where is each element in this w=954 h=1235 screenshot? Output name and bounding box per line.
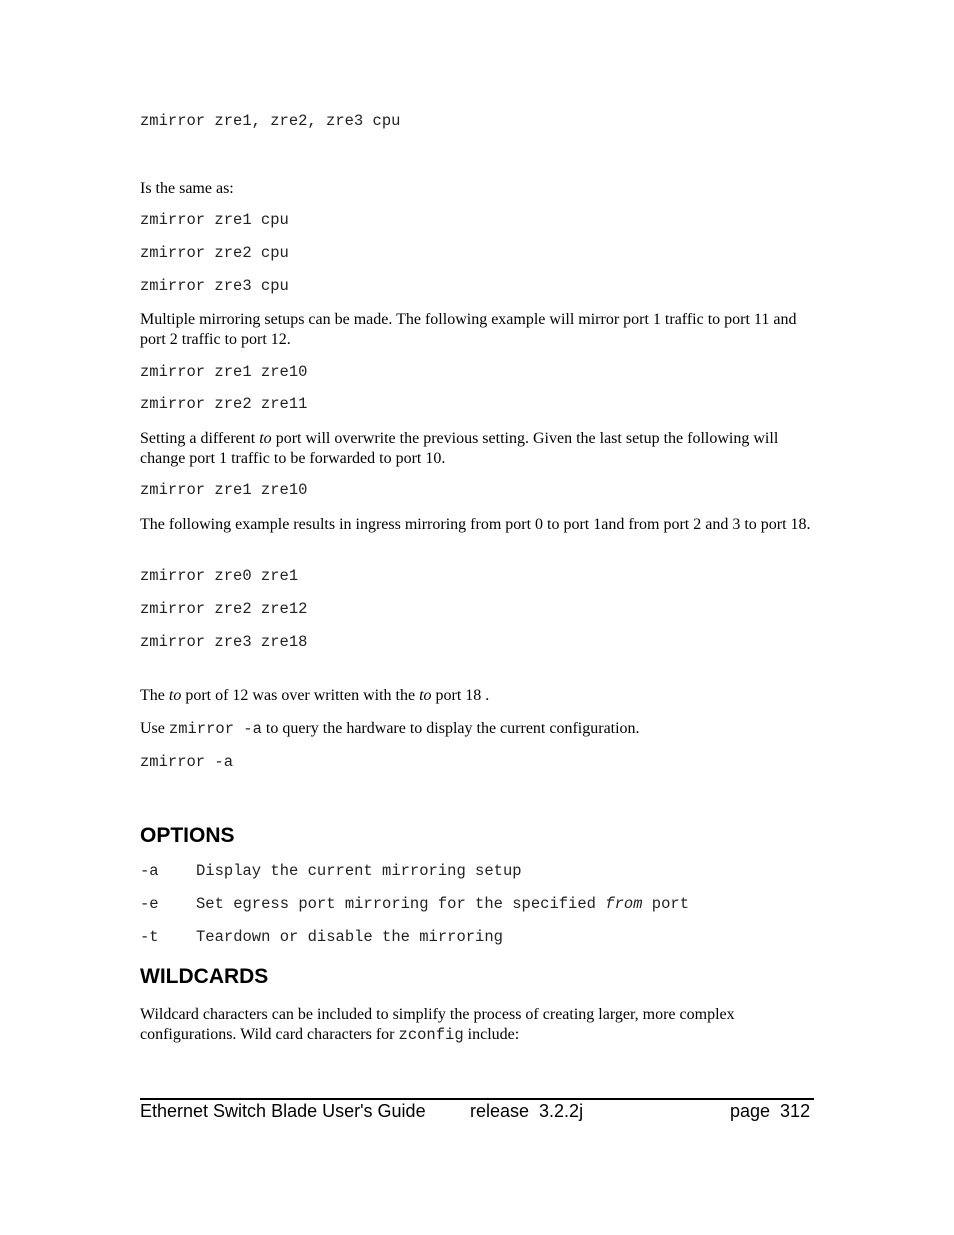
footer-title: Ethernet Switch Blade User's Guide [140, 1101, 426, 1121]
paragraph-query [140, 719, 820, 739]
paragraph-multiple-setups: Multiple mirroring setups can be made. The following example will mirror port 1 traffic to port 11 and port 2 traffic to port 12. [140, 311, 797, 348]
section-heading-options: OPTIONS [140, 824, 235, 847]
paragraph-overwritten [140, 686, 820, 706]
text-run: port of 12 was over written with the [181, 687, 420, 704]
code-line: zmirror zre2 cpu [140, 244, 289, 262]
code-line: zmirror zre1, zre2, zre3 cpu [140, 112, 401, 130]
text-run: include: [463, 1026, 520, 1043]
text-run: port [642, 895, 690, 913]
code-line: zmirror zre3 zre18 [140, 633, 308, 651]
option-description: Teardown or disable the mirroring [196, 928, 503, 946]
text-run: port 18 . [431, 687, 490, 704]
option-description: Display the current mirroring setup [196, 862, 522, 880]
code-line: zmirror zre2 zre11 [140, 395, 308, 413]
option-flag: -a [140, 862, 159, 880]
text-run: Wildcard characters can be included to simplify the process of creating larger, more complex configurations. Wild card characters for [140, 1006, 735, 1043]
italic-word: from [605, 895, 643, 913]
text-run: Setting a different [140, 430, 260, 447]
paragraph-overwrite [140, 429, 820, 469]
italic-word: to [168, 687, 182, 704]
footer-rule [140, 1098, 814, 1100]
text-run: Use [140, 720, 169, 737]
code-line: zmirror zre0 zre1 [140, 567, 299, 585]
section-heading-wildcards: WILDCARDS [140, 965, 269, 988]
option-flag: -t [140, 928, 159, 946]
inline-code: zmirror -a [168, 720, 262, 738]
italic-word: to [419, 687, 432, 704]
body-text: Is the same as: [140, 180, 234, 197]
footer-release: release 3.2.2j [470, 1101, 584, 1121]
option-description [196, 895, 689, 913]
code-line: zmirror zre1 zre10 [140, 481, 308, 499]
text-run: The [140, 687, 169, 704]
footer-page-number: page 312 [730, 1101, 811, 1121]
option-flag: -e [140, 895, 159, 913]
text-run: Set egress port mirroring for the specified [196, 895, 606, 913]
code-line: zmirror zre1 cpu [140, 211, 289, 229]
italic-word: to [259, 430, 272, 447]
text-run: to query the hardware to display the current configuration. [261, 720, 640, 737]
code-line: zmirror zre3 cpu [140, 277, 289, 295]
inline-code: zconfig [398, 1026, 464, 1044]
paragraph-wildcards [140, 1005, 820, 1045]
code-line: zmirror -a [140, 753, 234, 771]
text-run: port will overwrite the previous setting. Given the last setup the following will change port 1 traffic to be forwarded to port 10. [140, 430, 779, 467]
code-line: zmirror zre1 zre10 [140, 363, 308, 381]
paragraph-ingress: The following example results in ingress mirroring from port 0 to port 1and from port 2 and 3 to port 18. [140, 516, 811, 533]
code-line: zmirror zre2 zre12 [140, 600, 308, 618]
